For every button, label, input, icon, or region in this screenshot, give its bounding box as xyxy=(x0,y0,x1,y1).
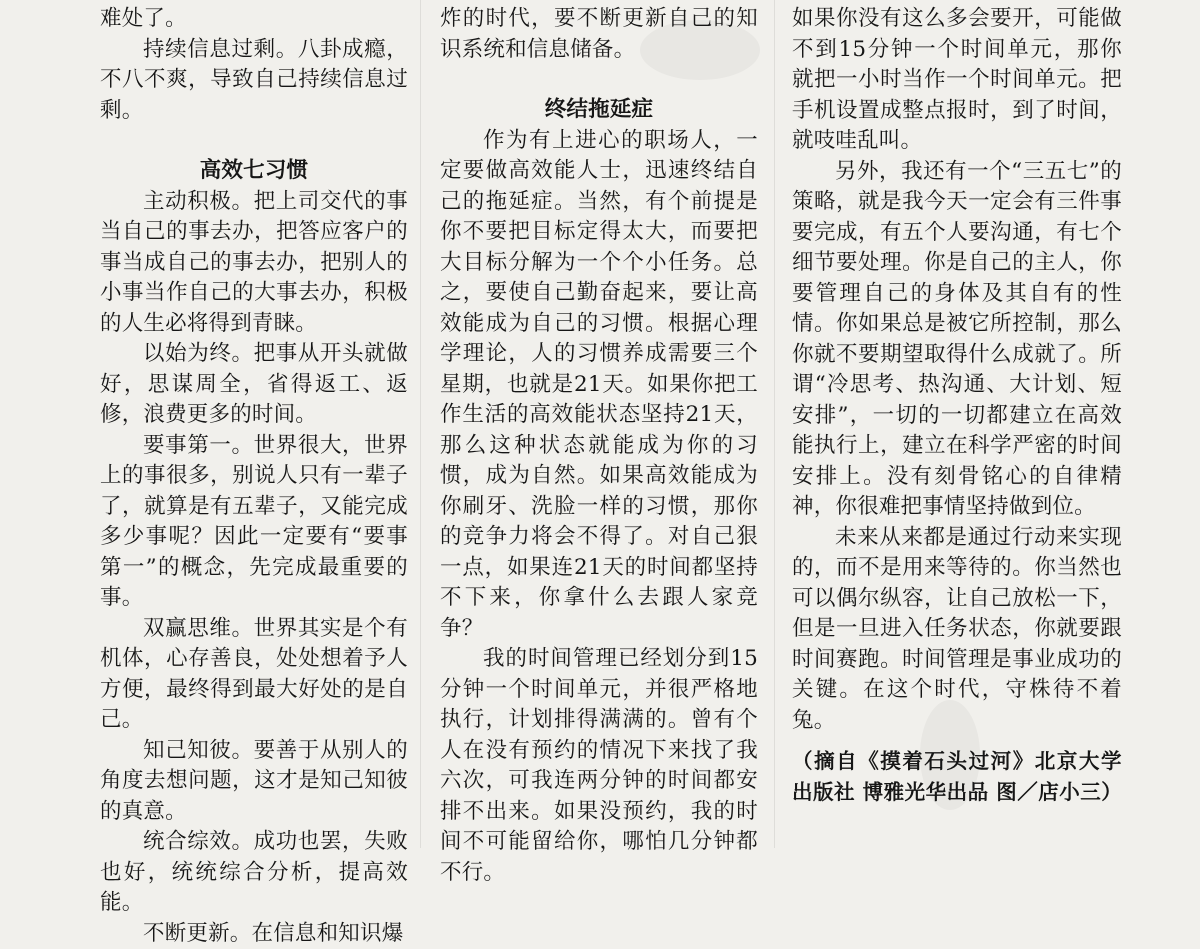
article-column-1 xyxy=(100,4,408,949)
paragraph: 未来从来都是通过行动来实现的，而不是用来等待的。你当然也可以偶尔纵容，让自己放松一下，但是一旦进入任务状态，你就要跟时间赛跑。时间管理是事业成功的关键。在这个时代，守株待不着兔。 xyxy=(792,523,1122,737)
column-divider xyxy=(774,0,775,848)
paragraph: 以始为终。把事从开头就做好，思谋周全，省得返工、返修，浪费更多的时间。 xyxy=(100,339,408,431)
article-column-2 xyxy=(440,4,758,888)
section-heading: 高效七习惯 xyxy=(100,156,408,187)
paragraph: 如果你没有这么多会要开，可能做不到15分钟一个时间单元，那你就把一小时当作一个时间单元。把手机设置成整点报时，到了时间，就吱哇乱叫。 xyxy=(792,4,1122,157)
paragraph: 知己知彼。要善于从别人的角度去想问题，这才是知己知彼的真意。 xyxy=(100,736,408,828)
source-credit: （摘自《摸着石头过河》北京大学出版社 博雅光华出品 图／店小三） xyxy=(792,746,1122,807)
paragraph: 主动积极。把上司交代的事当自己的事去办，把答应客户的事当成自己的事去办，把别人的小事当作自己的大事去办，积极的人生必将得到青睐。 xyxy=(100,187,408,340)
section-heading: 终结拖延症 xyxy=(440,95,758,126)
article-column-3 xyxy=(792,4,1122,807)
spacer xyxy=(792,736,1122,746)
column-divider xyxy=(420,0,421,848)
paragraph: 另外，我还有一个“三五七”的策略，就是我今天一定会有三件事要完成，有五个人要沟通，有七个细节要处理。你是自己的主人，你要管理自己的身体及其自有的性情。你如果总是被它所控制，那么你就不要期望取得什么成就了。所谓“冷思考、热沟通、大计划、短安排”，一切的一切都建立在高效能执行上，建立在科学严密的时间安排上。没有刻骨铭心的自律精神，你很难把事情坚持做到位。 xyxy=(792,157,1122,523)
paragraph: 持续信息过剩。八卦成瘾，不八不爽，导致自己持续信息过剩。 xyxy=(100,35,408,127)
paragraph: 双赢思维。世界其实是个有机体，心存善良，处处想着予人方便，最终得到最大好处的是自己。 xyxy=(100,614,408,736)
paragraph: 不断更新。在信息和知识爆 xyxy=(100,919,408,949)
paragraph: 作为有上进心的职场人，一定要做高效能人士，迅速终结自己的拖延症。当然，有个前提是你不要把目标定得太大，而要把大目标分解为一个个小任务。总之，要使自己勤奋起来，要让高效能成为自己的习惯。根据心理学理论，人的习惯养成需要三个星期，也就是21天。如果你把工作生活的高效能状态坚持21天，那么这种状态就能成为你的习惯，成为自然。如果高效能成为你刷牙、洗脸一样的习惯，那你的竞争力将会不得了。对自己狠一点，如果连21天的时间都坚持不下来，你拿什么去跟人家竞争？ xyxy=(440,126,758,645)
paragraph: 难处了。 xyxy=(100,4,408,35)
spacer xyxy=(440,65,758,95)
paragraph: 炸的时代，要不断更新自己的知识系统和信息储备。 xyxy=(440,4,758,65)
spacer xyxy=(100,126,408,156)
paragraph: 我的时间管理已经划分到15分钟一个时间单元，并很严格地执行，计划排得满满的。曾有个人在没有预约的情况下来找了我六次，可我连两分钟的时间都安排不出来。如果没预约，我的时间不可能留给你，哪怕几分钟都不行。 xyxy=(440,644,758,888)
paragraph: 要事第一。世界很大，世界上的事很多，别说人只有一辈子了，就算是有五辈子，又能完成多少事呢？因此一定要有“要事第一”的概念，先完成最重要的事。 xyxy=(100,431,408,614)
paragraph: 统合综效。成功也罢，失败也好，统统综合分析，提高效能。 xyxy=(100,827,408,919)
